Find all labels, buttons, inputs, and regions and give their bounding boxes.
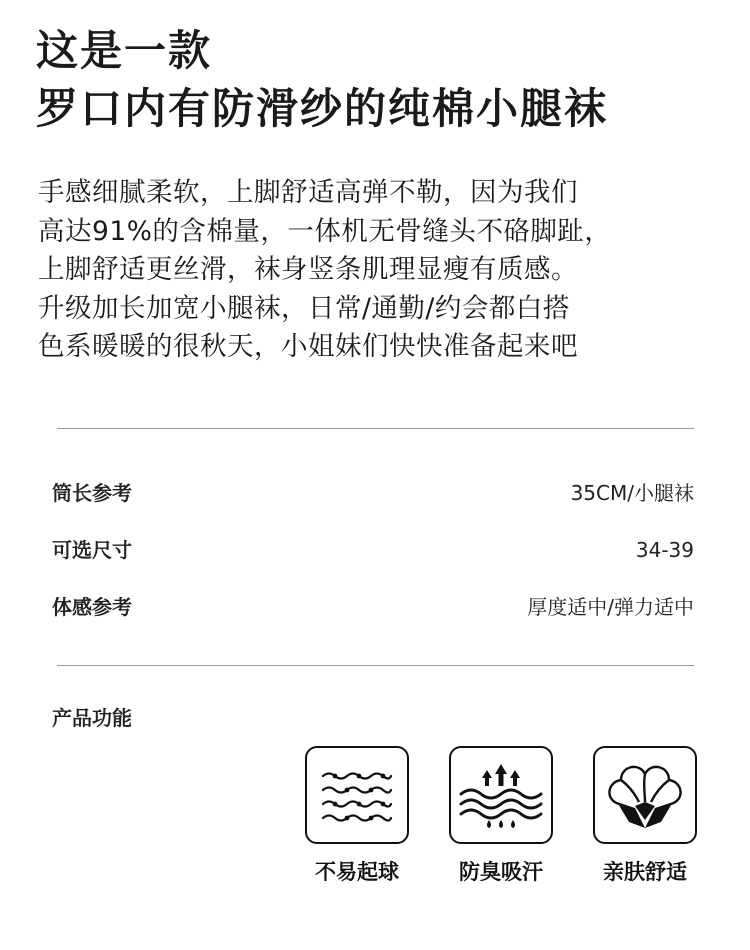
headline: [36, 22, 608, 138]
divider-top: [57, 428, 694, 429]
description-line: 色系暖暖的很秋天，小姐妹们快快准备起来吧: [38, 331, 578, 362]
feature-label: 防臭吸汗: [459, 860, 543, 884]
description-line: 上脚舒适更丝滑，袜身竖条肌理显瘦有质感。: [38, 254, 578, 285]
anti-pilling-icon: [305, 746, 409, 844]
spec-value: 34-39: [635, 538, 694, 562]
spec-value: 厚度适中/弹力适中: [527, 595, 694, 619]
feature-label: 不易起球: [315, 860, 399, 884]
spec-label: 可选尺寸: [52, 538, 132, 562]
headline-line-1: 这是一款: [36, 26, 213, 75]
feature-label: 亲肤舒适: [603, 860, 687, 884]
spec-row-size: [52, 534, 694, 566]
feature-odor-sweat: [449, 746, 553, 886]
spec-row-feel: [52, 591, 694, 623]
spec-value: 35CM/小腿袜: [570, 481, 694, 505]
features-title: 产品功能: [52, 706, 132, 730]
spec-label: 体感参考: [52, 595, 132, 619]
feature-anti-pilling: [305, 746, 409, 886]
cotton-icon: [593, 746, 697, 844]
odor-sweat-icon: [449, 746, 553, 844]
description: [38, 174, 611, 367]
feature-cotton: [593, 746, 697, 886]
spec-row-length: [52, 477, 694, 509]
description-line: 升级加长加宽小腿袜，日常/通勤/约会都白搭: [38, 292, 570, 324]
spec-label: 筒长参考: [52, 481, 132, 505]
description-line: 手感细腻柔软，上脚舒适高弹不勒，因为我们: [38, 177, 578, 208]
description-line: 高达91%的含棉量，一体机无骨缝头不硌脚趾，: [38, 215, 612, 247]
divider-bottom: [57, 665, 694, 666]
headline-line-2: 罗口内有防滑纱的纯棉小腿袜: [36, 84, 609, 133]
